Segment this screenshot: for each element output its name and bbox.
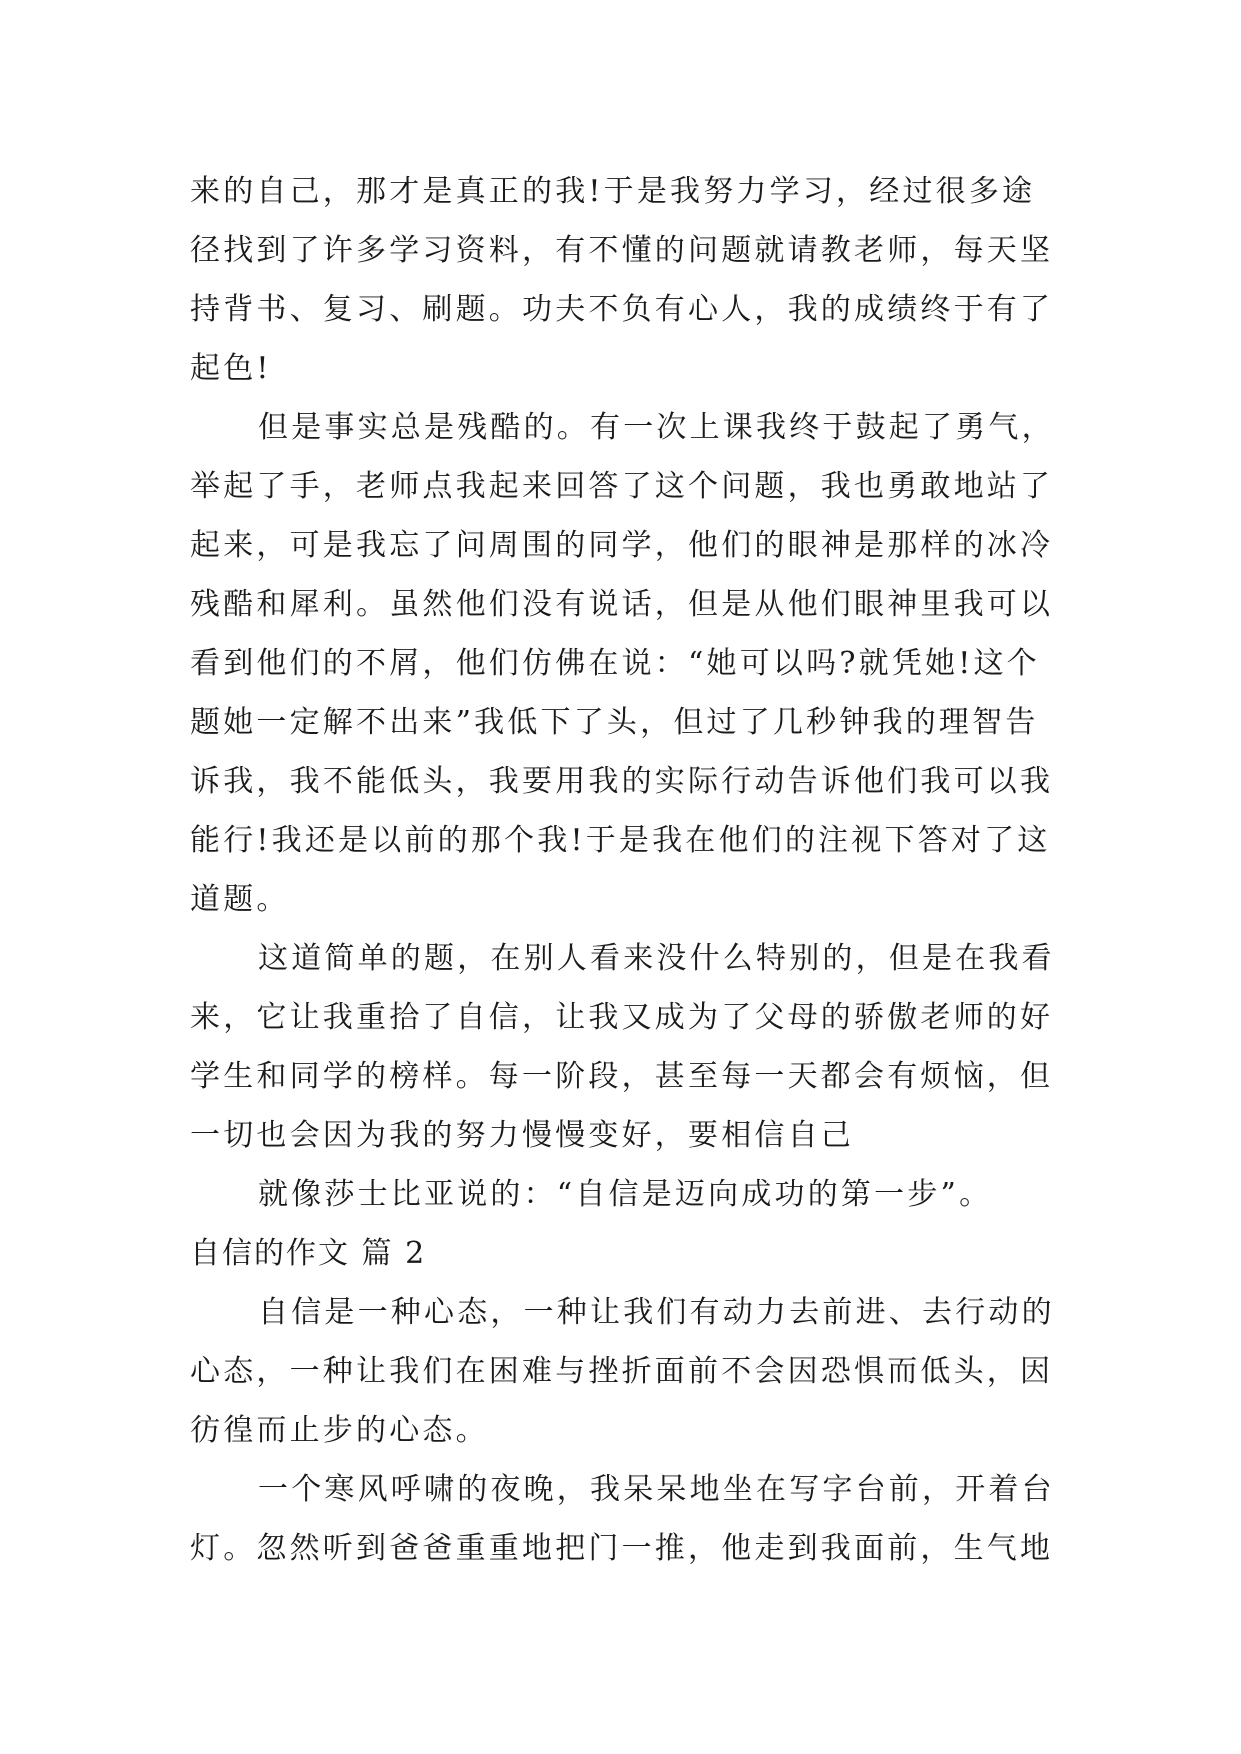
paragraph-first-line: 这道简单的题，在别人看来没什么特别的，但是在我看 <box>258 941 1055 976</box>
text-line: 来，它让我重拾了自信，让我又成为了父母的骄傲老师的好 <box>190 1000 1054 1035</box>
text-line: 径找到了许多学习资料，有不懂的问题就请教老师，每天坚 <box>190 233 1054 268</box>
text-line: 起来，可是我忘了问周围的同学，他们的眼神是那样的冰冷 <box>190 528 1054 563</box>
text-line: 看到他们的不屑，他们仿佛在说：“她可以吗?就凭她!这个 <box>190 646 1040 681</box>
text-line: 诉我，我不能低头，我要用我的实际行动告诉他们我可以我 <box>190 764 1054 799</box>
text-line: 起色! <box>190 351 272 386</box>
text-line: 持背书、复习、刷题。功夫不负有心人，我的成绩终于有了 <box>190 292 1054 327</box>
text-line: 题她一定解不出来”我低下了头，但过了几秒钟我的理智告 <box>190 705 1039 740</box>
text-line: 道题。 <box>190 882 290 917</box>
text-line: 来的自己，那才是真正的我!于是我努力学习，经过很多途 <box>190 174 1036 209</box>
text-line: 能行!我还是以前的那个我!于是我在他们的注视下答对了这 <box>190 823 1051 858</box>
text-line: 一切也会因为我的努力慢慢变好，要相信自己 <box>190 1118 854 1153</box>
text-line: 学生和同学的榜样。每一阶段，甚至每一天都会有烦恼，但 <box>190 1059 1054 1094</box>
section-heading: 自信的作文 篇 2 <box>190 1236 427 1271</box>
paragraph-first-line: 自信是一种心态，一种让我们有动力去前进、去行动的 <box>258 1295 1055 1330</box>
text-line: 残酷和犀利。虽然他们没有说话，但是从他们眼神里我可以 <box>190 587 1054 622</box>
paragraph-first-line: 就像莎士比亚说的：“自信是迈向成功的第一步”。 <box>258 1177 993 1212</box>
text-line: 心态，一种让我们在困难与挫折面前不会因恐惧而低头，因 <box>190 1354 1054 1389</box>
text-line: 彷徨而止步的心态。 <box>190 1413 489 1448</box>
text-line: 灯。忽然听到爸爸重重地把门一推，他走到我面前，生气地 <box>190 1531 1054 1566</box>
text-line: 举起了手，老师点我起来回答了这个问题，我也勇敢地站了 <box>190 469 1054 504</box>
paragraph-first-line: 但是事实总是残酷的。有一次上课我终于鼓起了勇气， <box>258 410 1055 445</box>
paragraph-first-line: 一个寒风呼啸的夜晚，我呆呆地坐在写字台前，开着台 <box>258 1472 1055 1507</box>
document-body <box>190 162 1055 1578</box>
